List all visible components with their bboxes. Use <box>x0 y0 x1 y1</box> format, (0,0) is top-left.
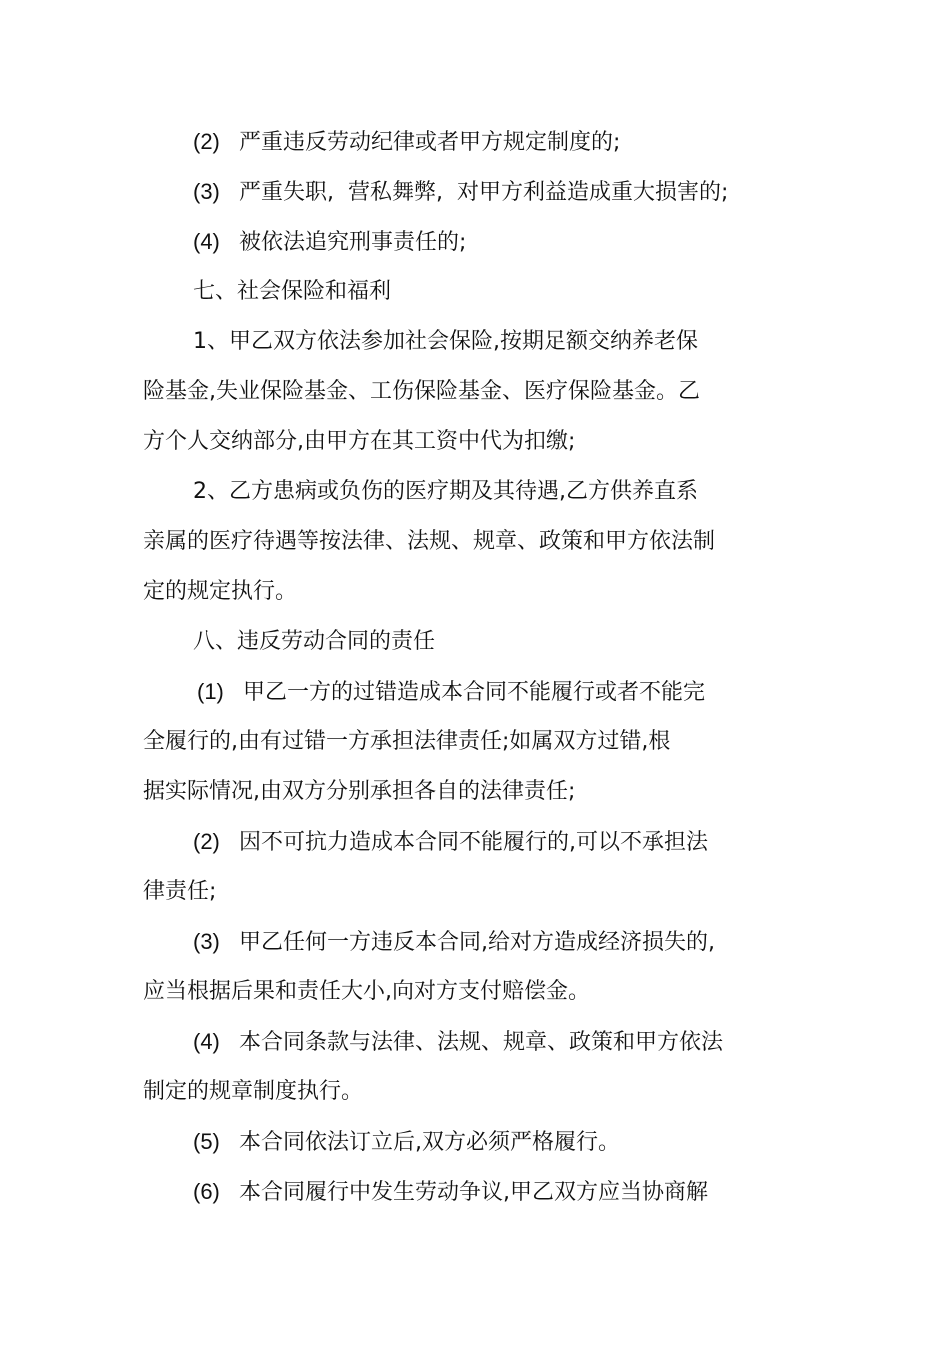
paragraph-line: 据实际情况,由双方分别承担各自的法律责任; <box>143 779 576 804</box>
clause-number: (3) <box>193 179 220 204</box>
clause-number: (6) <box>193 1179 220 1204</box>
clause-line <box>193 177 728 208</box>
paragraph-line: 律责任; <box>143 879 217 904</box>
paragraph-line: 定的规定执行。 <box>143 579 298 604</box>
clause-text: 本合同条款与法律、法规、规章、政策和甲方依法 <box>239 1030 724 1055</box>
clause-number: (2) <box>193 829 220 854</box>
clause-text: 本合同依法订立后,双方必须严格履行。 <box>239 1130 620 1155</box>
paragraph-line: 1、甲乙双方依法参加社会保险,按期足额交纳养老保 <box>193 329 698 354</box>
clause-number: (1) <box>197 679 224 704</box>
clause-line <box>193 1177 708 1208</box>
clause-number: (4) <box>193 1029 220 1054</box>
section-heading: 八、违反劳动合同的责任 <box>193 629 436 654</box>
clause-line <box>197 677 705 708</box>
clause-text: 甲乙一方的过错造成本合同不能履行或者不能完 <box>243 680 706 705</box>
clause-number: (2) <box>193 129 220 154</box>
clause-text: 甲乙任何一方违反本合同,给对方造成经济损失的, <box>239 930 715 955</box>
clause-line <box>193 127 620 158</box>
paragraph-line: 全履行的,由有过错一方承担法律责任;如属双方过错,根 <box>143 729 671 754</box>
clause-text: 被依法追究刑事责任的; <box>239 230 467 255</box>
clause-line <box>193 827 708 858</box>
paragraph-line: 制定的规章制度执行。 <box>143 1079 364 1104</box>
clause-number: (5) <box>193 1129 220 1154</box>
paragraph-line: 应当根据后果和责任大小,向对方支付赔偿金。 <box>143 979 590 1004</box>
clause-line <box>193 1127 620 1158</box>
section-heading: 七、社会保险和福利 <box>193 279 392 304</box>
clause-text: 严重违反劳动纪律或者甲方规定制度的; <box>239 130 621 155</box>
paragraph-line: 亲属的医疗待遇等按法律、法规、规章、政策和甲方依法制 <box>143 529 716 554</box>
clause-number: (4) <box>193 229 220 254</box>
paragraph-line: 方个人交纳部分,由甲方在其工资中代为扣缴; <box>143 429 576 454</box>
clause-text: 因不可抗力造成本合同不能履行的,可以不承担法 <box>239 830 708 855</box>
clause-line <box>193 927 715 958</box>
clause-number: (3) <box>193 929 220 954</box>
clause-text: 严重失职, 营私舞弊, 对甲方利益造成重大损害的; <box>239 180 729 205</box>
paragraph-line: 2、乙方患病或负伤的医疗期及其待遇,乙方供养直系 <box>193 479 698 504</box>
clause-line <box>193 227 466 258</box>
clause-text: 本合同履行中发生劳动争议,甲乙双方应当协商解 <box>239 1180 708 1205</box>
clause-line <box>193 1027 723 1058</box>
paragraph-line: 险基金,失业保险基金、工伤保险基金、医疗保险基金。乙 <box>143 379 700 404</box>
